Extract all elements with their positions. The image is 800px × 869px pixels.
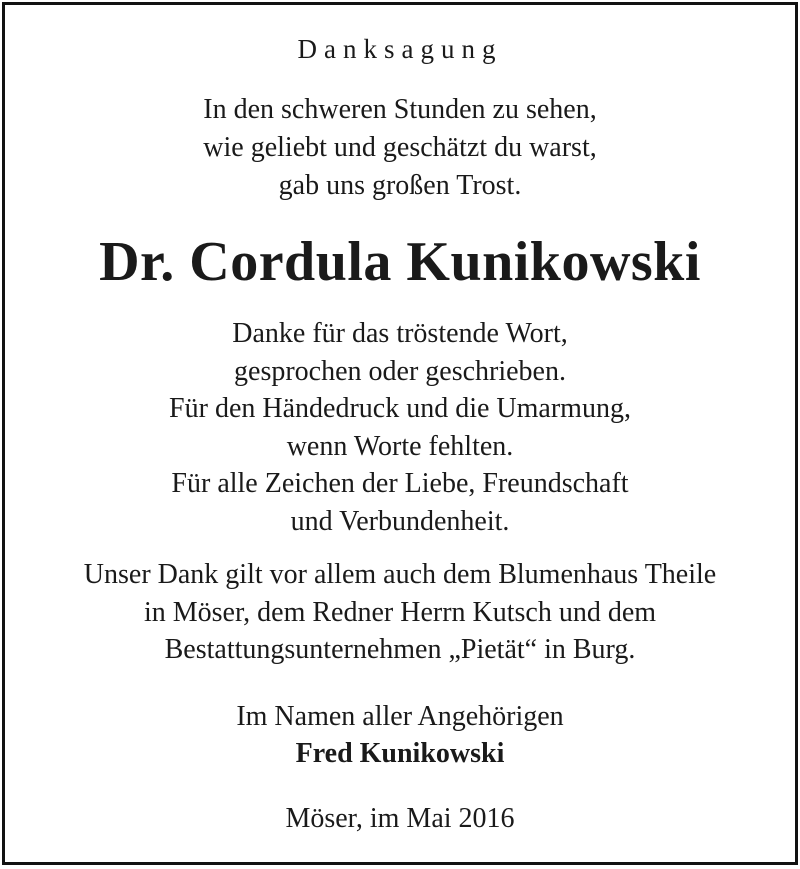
deceased-name-text: Dr. Cordula Kunikowski — [99, 231, 701, 293]
thanks-line: wenn Worte fehlten. — [286, 430, 514, 462]
thanks-line: und Verbundenheit. — [290, 505, 510, 537]
thanks-line: Für alle Zeichen der Liebe, Freundschaft — [171, 468, 629, 499]
heading-text: Danksagung — [297, 34, 503, 64]
verse-line: gab uns großen Trost. — [278, 170, 522, 201]
acknowledgement-text — [5, 556, 795, 669]
thanks-line: Danke für das tröstende Wort, — [232, 318, 568, 349]
thanks-text — [5, 315, 795, 540]
thanks-line: Für den Händedruck und die Umarmung, — [169, 393, 631, 424]
verse-line: wie geliebt und geschätzt du warst, — [203, 132, 597, 163]
place-date — [5, 800, 795, 838]
deceased-name — [5, 227, 795, 297]
signoff — [5, 698, 795, 772]
notice-heading — [5, 33, 795, 65]
verse-line: In den schweren Stunden zu sehen, — [203, 94, 597, 125]
verse — [5, 91, 795, 205]
acknowledgement-line: Unser Dank gilt vor allem auch dem Blumenhaus Theile — [83, 559, 717, 590]
acknowledgement-line: in Möser, dem Redner Herrn Kutsch und dem — [143, 596, 657, 628]
place-date-text: Möser, im Mai 2016 — [285, 803, 515, 834]
signoff-line: Im Namen aller Angehörigen — [236, 701, 564, 732]
signer-name: Fred Kunikowski — [295, 738, 505, 769]
acknowledgement-line: Bestattungsunternehmen „Pietät“ in Burg. — [164, 634, 636, 665]
notice-frame — [2, 2, 798, 865]
thanks-line: gesprochen oder geschrieben. — [234, 355, 566, 387]
